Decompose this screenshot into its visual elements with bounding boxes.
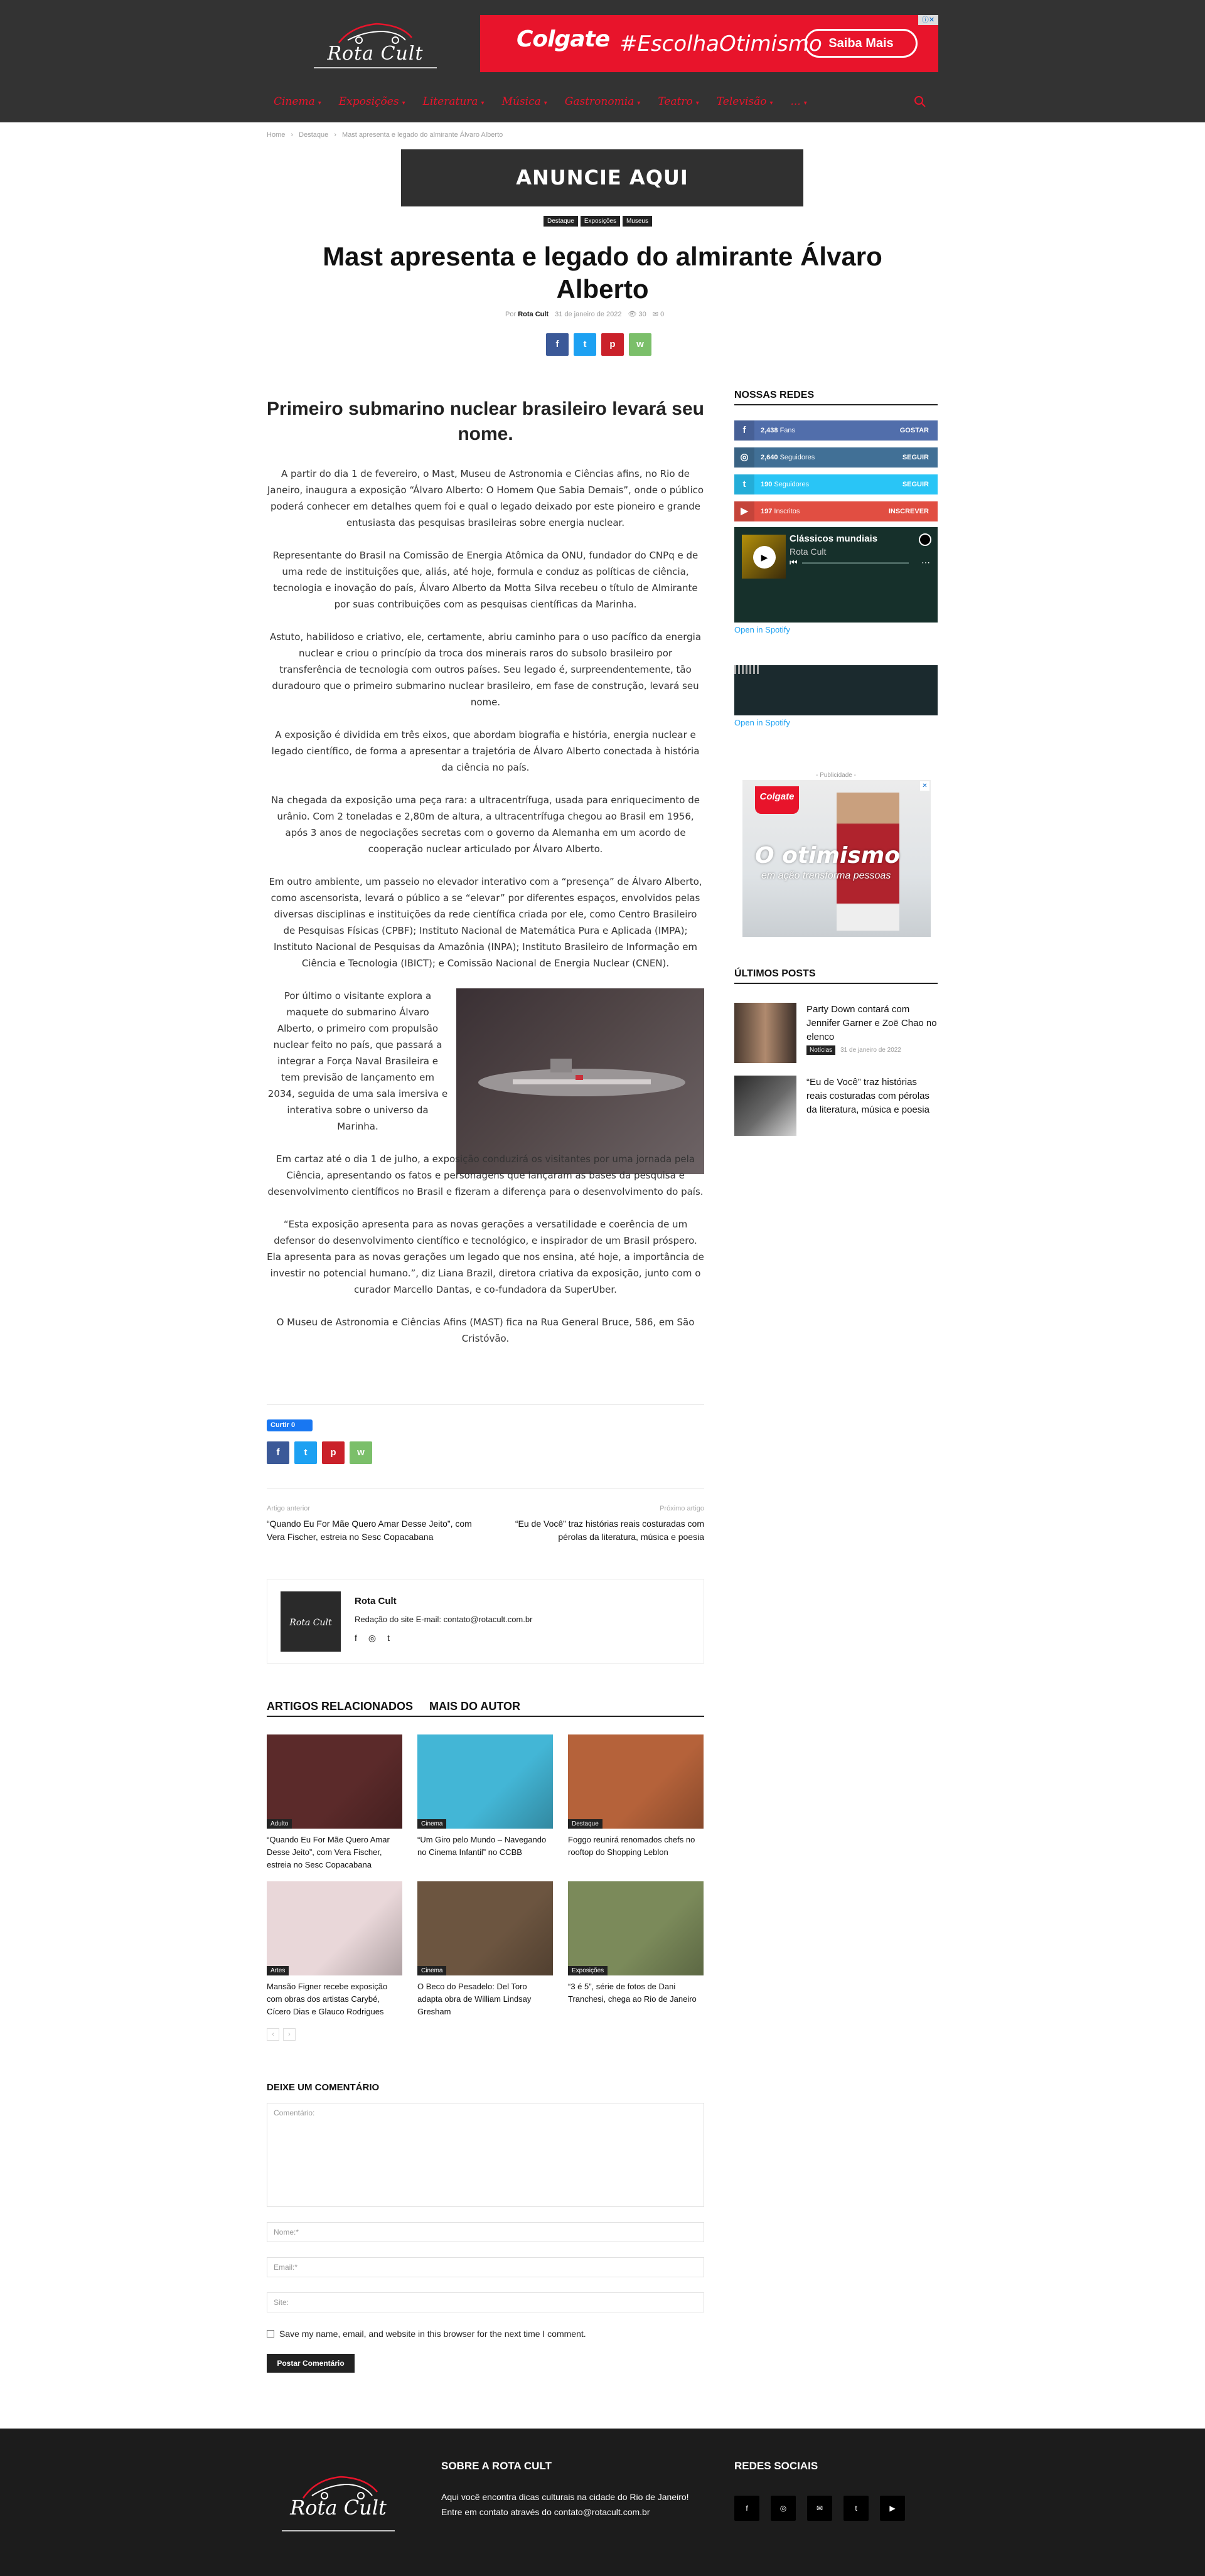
related-card[interactable] xyxy=(267,1734,402,1871)
share-buttons-top xyxy=(546,333,651,356)
related-card[interactable] xyxy=(417,1881,553,2018)
share-buttons-bottom xyxy=(267,1441,372,1464)
facebook-icon[interactable]: f xyxy=(734,2496,759,2521)
share-pinterest-button[interactable]: p xyxy=(601,333,624,356)
ad-brand: Colgate xyxy=(517,26,610,52)
site-footer xyxy=(0,2429,1205,2576)
share-facebook-button[interactable]: f xyxy=(267,1441,289,1464)
social-row-twitter[interactable]: t 190 Seguidores SEGUIR xyxy=(734,474,938,494)
category-tag[interactable]: Exposições xyxy=(581,216,620,227)
footer-logo-text: Rota Cult xyxy=(290,2496,387,2520)
share-pinterest-button[interactable]: p xyxy=(322,1441,345,1464)
ad-headline: O otimismo xyxy=(755,843,900,868)
chevron-down-icon: ▾ xyxy=(695,100,699,107)
related-thumbnail[interactable] xyxy=(568,1734,704,1829)
submarine-model-image xyxy=(456,988,704,1174)
tab-more-from-author[interactable]: MAIS DO AUTOR xyxy=(429,1700,521,1713)
latest-post-thumbnail[interactable] xyxy=(734,1076,796,1136)
logo-text: Rota Cult xyxy=(327,43,424,65)
ad-subline: em ação transforma pessoas xyxy=(761,870,891,881)
share-twitter-button[interactable]: t xyxy=(574,333,596,356)
post-categories xyxy=(544,216,652,227)
facebook-icon: f xyxy=(734,420,754,441)
spotify-player-2[interactable] xyxy=(734,665,938,715)
site-header xyxy=(0,0,1205,122)
category-badge[interactable]: Destaque xyxy=(568,1819,602,1829)
next-article-link[interactable]: Próximo artigo “Eu de Você” traz histórias reais costuradas com pérolas da literatura, música e poesia xyxy=(515,1505,704,1542)
article-paragraph: Na chegada da exposição uma peça rara: a ultracentrífuga, usada para enriquecimento de urânio. Com 2 toneladas e 2,80m de altura, a ultracentrífuga chegou ao Brasil em 1956, após 3 anos de negociações secretas com o governo da Alemanha em um acordo de cooperação nuclear articulado por Álvaro Alberto. xyxy=(271,794,700,855)
latest-post-title[interactable]: Party Down contará com Jennifer Garner e Zoë Chao no elenco xyxy=(806,1004,937,1042)
divider xyxy=(267,1488,704,1489)
comment-textarea[interactable]: Comentário: xyxy=(267,2103,704,2207)
latest-post-title[interactable]: “Eu de Você” traz histórias reais costuradas com pérolas da literatura, música e poesia xyxy=(806,1077,929,1115)
instagram-icon[interactable]: ◎ xyxy=(771,2496,796,2521)
submit-comment-button[interactable]: Postar Comentário xyxy=(267,2354,355,2373)
category-badge[interactable]: Adulto xyxy=(267,1819,292,1829)
ad-close-icon[interactable]: ⓘ✕ xyxy=(918,15,938,25)
post-navigation xyxy=(267,1505,704,1549)
category-badge[interactable]: Notícias xyxy=(806,1045,835,1055)
nav-item-televisao[interactable]: Televisão ▾ xyxy=(716,95,773,108)
chevron-down-icon: ▾ xyxy=(481,100,485,107)
comment-section-title: DEIXE UM COMENTÁRIO xyxy=(267,2082,380,2093)
instagram-icon[interactable]: ◎ xyxy=(368,1633,377,1643)
share-whatsapp-button[interactable]: w xyxy=(629,333,651,356)
related-card[interactable] xyxy=(568,1881,704,2006)
article-paragraph: Astuto, habilidoso e criativo, ele, certamente, abriu caminho para o uso pacífico da energia nuclear e criou o princípio da troca dos minerais raros do subsolo brasileiro por transferência de tecnologia com outros países. Seu legado é, surpreendentemente, tão duradouro que o primeiro submarino nuclear brasileiro, em fase de construção, levará seu nome. xyxy=(269,631,702,708)
footer-logo[interactable] xyxy=(272,2463,405,2538)
pager-next-button[interactable]: › xyxy=(283,2028,296,2041)
category-badge[interactable]: Exposições xyxy=(568,1966,608,1975)
breadcrumb-destaque[interactable]: Destaque xyxy=(299,131,329,139)
article-paragraph: Em outro ambiente, um passeio no elevador interativo com a “presença” de Álvaro Alberto, como ascensorista, levará o público a se “elevar” por diferentes espaços, envolvidos pelas diversas disciplinas e instituições da rede científica criada por ele, como Centro Brasileiro de Pesquisas Físicas (CPBF); Instituto Nacional de Matemática Pura e Aplicada (IMPA); Instituto Nacional de Pesquisas da Amazônia (INPA); Instituto Brasileiro de Informação em Ciência e Tecnologia (IBICT); e Comissão Nacional de Energia Nuclear (CNEN). xyxy=(269,876,702,969)
related-card[interactable] xyxy=(267,1881,402,2018)
open-in-spotify-link[interactable]: Open in Spotify xyxy=(734,625,790,634)
submarine-icon xyxy=(456,988,704,1174)
mail-icon[interactable]: ✉ xyxy=(807,2496,832,2521)
post-title: Mast apresenta e legado do almirante Álvaro Alberto xyxy=(323,242,882,304)
related-title[interactable]: Foggo reunirá renomados chefs no rooftop do Shopping Leblon xyxy=(568,1835,695,1857)
article-paragraph: A exposição é dividida em três eixos, que abordam biografia e história, energia nuclear e legado científico, de forma a apresentar a trajetória de Álvaro Alberto conectada à história da ciência no país. xyxy=(271,729,700,773)
sidebar-latest-title: ÚLTIMOS POSTS xyxy=(734,966,938,984)
pager-prev-button[interactable]: ‹ xyxy=(267,2028,279,2041)
post-author[interactable]: Rota Cult xyxy=(518,310,549,318)
equalizer-icon xyxy=(734,665,759,674)
header-ad-banner[interactable] xyxy=(480,15,938,72)
related-card[interactable] xyxy=(417,1734,553,1859)
footer-social-icons xyxy=(734,2496,905,2521)
social-row-instagram[interactable]: ◎ 2,640 Seguidores SEGUIR xyxy=(734,447,938,468)
social-row-youtube[interactable]: ▶ 197 Inscritos INSCREVER xyxy=(734,501,938,521)
playlist-title: Clássicos mundiais xyxy=(790,533,878,544)
instagram-icon: ◎ xyxy=(734,447,754,468)
progress-bar[interactable] xyxy=(802,562,909,564)
ad-close-icon[interactable]: ✕ xyxy=(920,781,929,791)
category-badge[interactable]: Cinema xyxy=(417,1966,446,1975)
article-body-rest xyxy=(267,1151,704,1363)
related-thumbnail[interactable] xyxy=(267,1734,402,1829)
twitter-icon[interactable]: t xyxy=(844,2496,869,2521)
share-twitter-button[interactable]: t xyxy=(294,1441,317,1464)
chevron-down-icon: ▾ xyxy=(318,100,321,107)
category-badge[interactable]: Artes xyxy=(267,1966,289,1975)
author-box xyxy=(267,1579,704,1664)
article-paragraph: A partir do dia 1 de fevereiro, o Mast, Museu de Astronomia e Ciências afins, no Rio de Janeiro, inaugura a exposição “Álvaro Alberto: O Homem Que Sabia Demais”, onde o público poderá conhecer em detalhes quem foi e qual o legado deixado por este pioneiro e grande entusiasta das pesquisas brasileiras sobre energia nuclear. xyxy=(267,468,704,528)
play-icon[interactable]: ▶ xyxy=(753,546,776,569)
views-count: 👁 30 xyxy=(628,311,646,318)
tab-related-articles[interactable]: ARTIGOS RELACIONADOS xyxy=(267,1700,414,1713)
related-thumbnail[interactable] xyxy=(267,1881,402,1975)
nav-item-exposicoes[interactable]: Exposições ▾ xyxy=(338,95,405,108)
facebook-like-button[interactable]: Curtir 0 xyxy=(267,1419,313,1431)
category-tag[interactable]: Destaque xyxy=(544,216,578,227)
sidebar-networks-title: NOSSAS REDES xyxy=(734,388,938,405)
breadcrumb-current: Mast apresenta e legado do almirante Álvaro Alberto xyxy=(342,131,503,139)
related-title[interactable]: “Quando Eu For Mãe Quero Amar Desse Jeito”, com Vera Fischer, estreia no Sesc Copacabana xyxy=(267,1835,390,1869)
social-row-facebook[interactable]: f 2,438 Fans GOSTAR xyxy=(734,420,938,441)
category-tag[interactable]: Museus xyxy=(623,216,652,227)
checkbox-icon[interactable] xyxy=(267,2330,274,2338)
latest-post-thumbnail[interactable] xyxy=(734,1003,796,1063)
related-card[interactable] xyxy=(568,1734,704,1859)
spotify-player[interactable] xyxy=(734,527,938,623)
name-field[interactable]: Nome:* xyxy=(267,2222,704,2242)
nav-item-cinema[interactable]: Cinema ▾ xyxy=(274,95,321,108)
banner-ad[interactable]: ANUNCIE AQUI xyxy=(401,149,803,206)
comment-icon: ✉ xyxy=(652,311,659,318)
chevron-down-icon: ▾ xyxy=(803,100,807,107)
article-paragraph: “Esta exposição apresenta para as novas gerações a versatilidade e coerência de um defensor do desenvolvimento científico e tecnológico, e inspirador de um Brasil próspero. Ela apresenta para as novas gerações um legado que nos ensina, até hoje, a importância de investir no potencial humano.”, diz Liana Brazil, diretora criativa da exposição, junto com o curador Marcello Dantas, e co-fundadora da SuperUber. xyxy=(267,1219,704,1295)
nav-item-teatro[interactable]: Teatro ▾ xyxy=(658,95,699,108)
eye-icon: 👁 xyxy=(628,311,637,318)
comments-count[interactable]: ✉ 0 xyxy=(652,311,665,318)
breadcrumb-home[interactable]: Home xyxy=(267,131,286,139)
site-logo[interactable] xyxy=(301,15,449,72)
article-paragraph: Por último o visitante explora a maquete do submarino Álvaro Alberto, o primeiro com propulsão nuclear feito no país, que passará a integrar a Força Naval Brasileira e tem previsão de lançamento em 2034, seguida de uma sala imersiva e interativa sobre o universo da Marinha. xyxy=(267,990,448,1132)
article-paragraph: Representante do Brasil na Comissão de Energia Atômica da ONU, fundador do CNPq e de uma rede de instituições que, aliás, até hoje, formula e conduz as políticas de ciência, tecnologia e inovação do país, Álvaro Alberto da Motta Silva recebeu o título de Almirante por suas contribuições com as pesquisas científicas da Marinha. xyxy=(272,550,699,610)
article-paragraph: O Museu de Astronomia e Ciências Afins (MAST) fica na Rua General Bruce, 586, em São Cristóvão. xyxy=(276,1317,695,1344)
spotify-logo-icon xyxy=(919,533,931,546)
related-tabs xyxy=(267,1698,704,1717)
remember-checkbox[interactable]: Save my name, email, and website in this browser for the next time I comment. xyxy=(267,2329,586,2339)
post-date: 31 de janeiro de 2022 xyxy=(555,310,622,318)
article-paragraph: Em cartaz até o dia 1 de julho, a exposição conduzirá os visitantes por uma jornada pela Ciência, apresentando os fatos e personagens que lançaram as bases da pesquisa e desenvolvimento científicos no Brasil e fizeram a diferença para o desenvolvimento do país. xyxy=(267,1153,704,1197)
related-title[interactable]: Mansão Figner recebe exposição com obras dos artistas Carybé, Cícero Dias e Glauco Rodrigues xyxy=(267,1982,388,2016)
share-facebook-button[interactable]: f xyxy=(546,333,569,356)
prev-track-icon[interactable]: ⏮ xyxy=(790,557,798,567)
nav-item-more[interactable]: ... ▾ xyxy=(790,95,807,108)
article-body xyxy=(267,397,704,988)
chevron-down-icon: ▾ xyxy=(544,100,547,107)
chevron-down-icon: ▾ xyxy=(769,100,773,107)
footer-about-text: Aqui você encontra dicas culturais na cidade do Rio de Janeiro! Entre em contato através do contato@rotacult.com.br xyxy=(441,2492,689,2517)
twitter-icon: t xyxy=(734,474,754,494)
author-description: Redação do site E-mail: contato@rotacult.com.br xyxy=(355,1615,533,1624)
related-title[interactable]: “3 é 5”, série de fotos de Dani Tranchesi, chega ao Rio de Janeiro xyxy=(568,1982,697,2004)
email-field[interactable]: Email:* xyxy=(267,2257,704,2277)
twitter-icon[interactable]: t xyxy=(387,1633,390,1643)
youtube-icon: ▶ xyxy=(734,501,754,521)
previous-article-link[interactable]: Artigo anterior “Quando Eu For Mãe Quero Amar Desse Jeito”, com Vera Fischer, estreia no Sesc Copacabana xyxy=(267,1505,472,1542)
related-thumbnail[interactable] xyxy=(568,1881,704,1975)
main-nav xyxy=(274,91,807,112)
article-subtitle: Primeiro submarino nuclear brasileiro levará seu nome. xyxy=(267,398,704,444)
chevron-down-icon: ▾ xyxy=(402,100,405,107)
related-title[interactable]: “Um Giro pelo Mundo – Navegando no Cinema Infantil” no CCBB xyxy=(417,1835,547,1857)
related-title[interactable]: O Beco do Pesadelo: Del Toro adapta obra de William Lindsay Gresham xyxy=(417,1982,532,2016)
more-options-icon[interactable]: ⋯ xyxy=(921,557,930,567)
category-badge[interactable]: Cinema xyxy=(417,1819,446,1829)
nav-item-musica[interactable]: Música ▾ xyxy=(501,95,547,108)
footer-about-title: SOBRE A ROTA CULT xyxy=(441,2460,552,2472)
ad-more-button[interactable]: Saiba Mais xyxy=(805,29,918,58)
playlist-owner: Rota Cult xyxy=(790,547,827,557)
ad-hashtag: #EscolhaOtimismo xyxy=(619,31,822,56)
youtube-icon[interactable]: ▶ xyxy=(880,2496,905,2521)
facebook-icon[interactable]: f xyxy=(355,1633,357,1643)
nav-item-literatura[interactable]: Literatura ▾ xyxy=(422,95,485,108)
search-icon[interactable] xyxy=(913,95,927,109)
divider xyxy=(267,1404,704,1405)
share-whatsapp-button[interactable]: w xyxy=(350,1441,372,1464)
breadcrumb: Home › Destaque › Mast apresenta e legado do almirante Álvaro Alberto xyxy=(267,131,503,139)
post-meta: Por Rota Cult 31 de janeiro de 2022 👁 30 ✉ 0 xyxy=(505,310,665,318)
sidebar-ad[interactable] xyxy=(742,780,931,937)
open-in-spotify-link[interactable]: Open in Spotify xyxy=(734,718,790,727)
site-field[interactable]: Site: xyxy=(267,2292,704,2312)
author-social xyxy=(355,1633,390,1643)
latest-post-item[interactable] xyxy=(734,1076,938,1136)
latest-post-item[interactable] xyxy=(734,1003,938,1063)
chevron-down-icon: ▾ xyxy=(637,100,641,107)
related-thumbnail[interactable] xyxy=(417,1734,553,1829)
ad-brand: Colgate xyxy=(755,786,799,814)
footer-social-title: REDES SOCIAIS xyxy=(734,2460,818,2472)
advertising-label: - Publicidade - xyxy=(816,772,856,779)
author-avatar[interactable]: Rota Cult xyxy=(281,1591,341,1652)
latest-post-date: 31 de janeiro de 2022 xyxy=(840,1047,901,1054)
related-thumbnail[interactable] xyxy=(417,1881,553,1975)
author-name[interactable]: Rota Cult xyxy=(355,1596,397,1606)
related-pager xyxy=(267,2028,296,2041)
nav-item-gastronomia[interactable]: Gastronomia ▾ xyxy=(564,95,641,108)
